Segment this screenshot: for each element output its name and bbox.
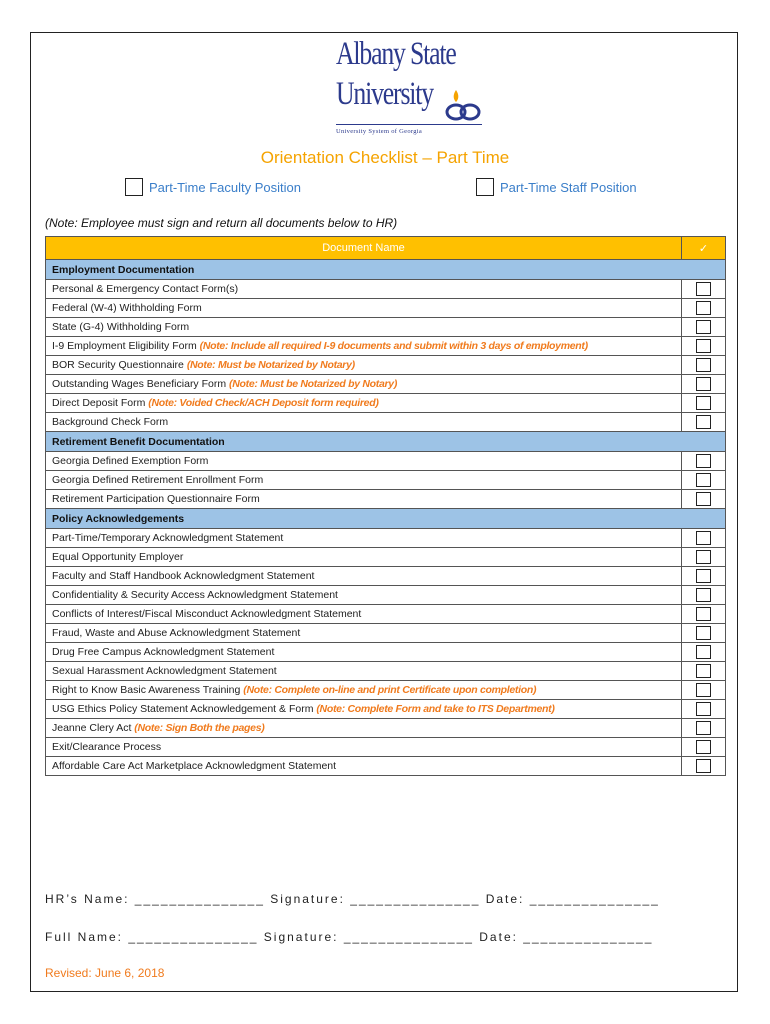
checkbox-cell <box>682 471 726 490</box>
logo-line-2: University <box>336 76 433 112</box>
document-checkbox[interactable] <box>696 702 711 716</box>
page-title: Orientation Checklist – Part Time <box>260 148 510 167</box>
checklist-table <box>45 236 726 776</box>
document-name: Sexual Harassment Acknowledgment Statement <box>52 665 277 677</box>
table-row <box>46 605 726 624</box>
checkbox-cell <box>682 413 726 432</box>
checkbox-cell <box>682 280 726 299</box>
table-row <box>46 490 726 509</box>
document-name-cell <box>46 662 682 681</box>
table-row <box>46 375 726 394</box>
document-note: (Note: Must be Notarized by Notary) <box>186 359 355 371</box>
document-name: Jeanne Clery Act <box>52 722 135 734</box>
document-name-cell <box>46 586 682 605</box>
checkbox-cell <box>682 719 726 738</box>
document-note: (Note: Include all required I-9 documents and submit within 3 days of employment) <box>199 340 588 352</box>
checkbox-cell <box>682 337 726 356</box>
document-name: Outstanding Wages Beneficiary Form <box>52 378 230 390</box>
checkbox-cell <box>682 490 726 509</box>
logo-line-1: Albany State <box>336 36 456 72</box>
document-name-cell <box>46 605 682 624</box>
table-row <box>46 757 726 776</box>
document-name-cell <box>46 624 682 643</box>
document-name: BOR Security Questionnaire <box>52 359 187 371</box>
document-name-cell <box>46 548 682 567</box>
document-name-cell <box>46 299 682 318</box>
document-checkbox[interactable] <box>696 454 711 468</box>
document-name-cell <box>46 413 682 432</box>
document-name-cell <box>46 375 682 394</box>
flame-seal-icon <box>442 88 482 122</box>
table-row <box>46 299 726 318</box>
table-row <box>46 529 726 548</box>
document-checkbox[interactable] <box>696 740 711 754</box>
table-row <box>46 548 726 567</box>
document-name: Part-Time/Temporary Acknowledgment Statement <box>52 532 284 544</box>
document-checkbox[interactable] <box>696 339 711 353</box>
document-name: State (G-4) Withholding Form <box>52 321 190 333</box>
document-name: Direct Deposit Form <box>52 397 149 409</box>
document-note: (Note: Complete Form and take to ITS Department) <box>316 703 555 715</box>
document-note: (Note: Complete on-line and print Certificate upon completion) <box>243 684 537 696</box>
checkbox-cell <box>682 662 726 681</box>
document-name: Confidentiality & Security Access Acknowledgment Statement <box>52 589 338 601</box>
table-row <box>46 643 726 662</box>
checklist-body <box>46 260 726 776</box>
document-name-cell <box>46 490 682 509</box>
checkbox-cell <box>682 548 726 567</box>
staff-position-option[interactable] <box>476 176 637 198</box>
faculty-position-label: Part-Time Faculty Position <box>149 179 301 195</box>
document-checkbox[interactable] <box>696 358 711 372</box>
document-name-cell <box>46 471 682 490</box>
faculty-position-checkbox[interactable] <box>125 178 143 196</box>
checkbox-cell <box>682 643 726 662</box>
document-checkbox[interactable] <box>696 531 711 545</box>
document-name: Equal Opportunity Employer <box>52 551 184 563</box>
document-name-cell <box>46 337 682 356</box>
checkbox-cell <box>682 567 726 586</box>
document-checkbox[interactable] <box>696 759 711 773</box>
table-row <box>46 738 726 757</box>
table-row <box>46 624 726 643</box>
document-name: Retirement Participation Questionnaire Form <box>52 493 260 505</box>
revised-date: Revised: June 6, 2018 <box>45 966 165 980</box>
document-name: Fraud, Waste and Abuse Acknowledgment Statement <box>52 627 301 639</box>
document-name: Georgia Defined Retirement Enrollment Form <box>52 474 264 486</box>
document-name: I-9 Employment Eligibility Form <box>52 340 200 352</box>
document-note: (Note: Sign Both the pages) <box>134 722 265 734</box>
section-title: Employment Documentation <box>46 260 726 280</box>
staff-position-checkbox[interactable] <box>476 178 494 196</box>
document-name-cell <box>46 700 682 719</box>
document-name-cell <box>46 567 682 586</box>
section-title: Retirement Benefit Documentation <box>46 432 726 452</box>
table-row <box>46 719 726 738</box>
document-name-cell <box>46 356 682 375</box>
document-checkbox[interactable] <box>696 396 711 410</box>
document-checkbox[interactable] <box>696 721 711 735</box>
staff-position-label: Part-Time Staff Position <box>500 179 637 195</box>
document-checkbox[interactable] <box>696 301 711 315</box>
document-checkbox[interactable] <box>696 377 711 391</box>
table-row <box>46 452 726 471</box>
document-checkbox[interactable] <box>696 607 711 621</box>
document-name: Faculty and Staff Handbook Acknowledgment Statement <box>52 570 315 582</box>
document-name: Right to Know Basic Awareness Training <box>52 684 244 696</box>
table-row <box>46 700 726 719</box>
checkbox-cell <box>682 394 726 413</box>
document-note: (Note: Voided Check/ACH Deposit form required) <box>148 397 379 409</box>
section-row <box>46 509 726 529</box>
faculty-position-option[interactable] <box>125 176 301 198</box>
checkbox-cell <box>682 356 726 375</box>
checkbox-cell <box>682 299 726 318</box>
document-name-cell <box>46 681 682 700</box>
document-name-cell <box>46 394 682 413</box>
document-name: Drug Free Campus Acknowledgment Statement <box>52 646 275 658</box>
document-name: USG Ethics Policy Statement Acknowledgement & Form <box>52 703 317 715</box>
document-name-cell <box>46 719 682 738</box>
hr-signature-line: HR’s Name: _______________ Signature: _______________ Date: _______________ <box>45 892 660 906</box>
logo-line-3: University System of Georgia <box>336 128 423 135</box>
checkbox-cell <box>682 624 726 643</box>
table-row <box>46 280 726 299</box>
document-checkbox[interactable] <box>696 645 711 659</box>
document-name-header: Document Name <box>46 237 682 260</box>
university-logo <box>330 38 490 140</box>
table-row <box>46 567 726 586</box>
checkbox-cell <box>682 375 726 394</box>
table-row <box>46 356 726 375</box>
document-name-cell <box>46 738 682 757</box>
document-name-cell <box>46 643 682 662</box>
full-name-signature-line: Full Name: _______________ Signature: _______________ Date: _______________ <box>45 930 654 944</box>
document-checkbox[interactable] <box>696 415 711 429</box>
checkbox-cell <box>682 681 726 700</box>
document-checkbox[interactable] <box>696 492 711 506</box>
table-header-row <box>46 237 726 260</box>
document-name: Personal & Emergency Contact Form(s) <box>52 283 239 295</box>
checkbox-cell <box>682 605 726 624</box>
document-checkbox[interactable] <box>696 569 711 583</box>
section-row <box>46 432 726 452</box>
checkbox-cell <box>682 700 726 719</box>
document-name: Background Check Form <box>52 416 169 428</box>
document-checkbox[interactable] <box>696 664 711 678</box>
checkbox-cell <box>682 738 726 757</box>
checkbox-cell <box>682 318 726 337</box>
document-name: Federal (W-4) Withholding Form <box>52 302 202 314</box>
document-name: Georgia Defined Exemption Form <box>52 455 209 467</box>
section-title: Policy Acknowledgements <box>46 509 726 529</box>
document-name: Affordable Care Act Marketplace Acknowledgment Statement <box>52 760 337 772</box>
document-checkbox[interactable] <box>696 473 711 487</box>
document-checkbox[interactable] <box>696 282 711 296</box>
document-note: (Note: Must be Notarized by Notary) <box>229 378 398 390</box>
document-name-cell <box>46 318 682 337</box>
checkbox-cell <box>682 586 726 605</box>
document-checkbox[interactable] <box>696 588 711 602</box>
table-row <box>46 681 726 700</box>
check-header: ✓ <box>682 237 726 260</box>
document-name-cell <box>46 757 682 776</box>
table-row <box>46 586 726 605</box>
document-name: Conflicts of Interest/Fiscal Misconduct Acknowledgment Statement <box>52 608 362 620</box>
document-name-cell <box>46 452 682 471</box>
instructions-note: (Note: Employee must sign and return all documents below to HR) <box>45 216 398 230</box>
checkbox-cell <box>682 452 726 471</box>
document-checkbox[interactable] <box>696 626 711 640</box>
table-row <box>46 337 726 356</box>
table-row <box>46 413 726 432</box>
document-checkbox[interactable] <box>696 550 711 564</box>
logo-rule <box>336 124 482 125</box>
checkbox-cell <box>682 757 726 776</box>
document-name: Exit/Clearance Process <box>52 741 162 753</box>
table-row <box>46 662 726 681</box>
table-row <box>46 394 726 413</box>
table-row <box>46 471 726 490</box>
section-row <box>46 260 726 280</box>
document-checkbox[interactable] <box>696 320 711 334</box>
checkbox-cell <box>682 529 726 548</box>
document-checkbox[interactable] <box>696 683 711 697</box>
table-row <box>46 318 726 337</box>
document-name-cell <box>46 280 682 299</box>
document-name-cell <box>46 529 682 548</box>
